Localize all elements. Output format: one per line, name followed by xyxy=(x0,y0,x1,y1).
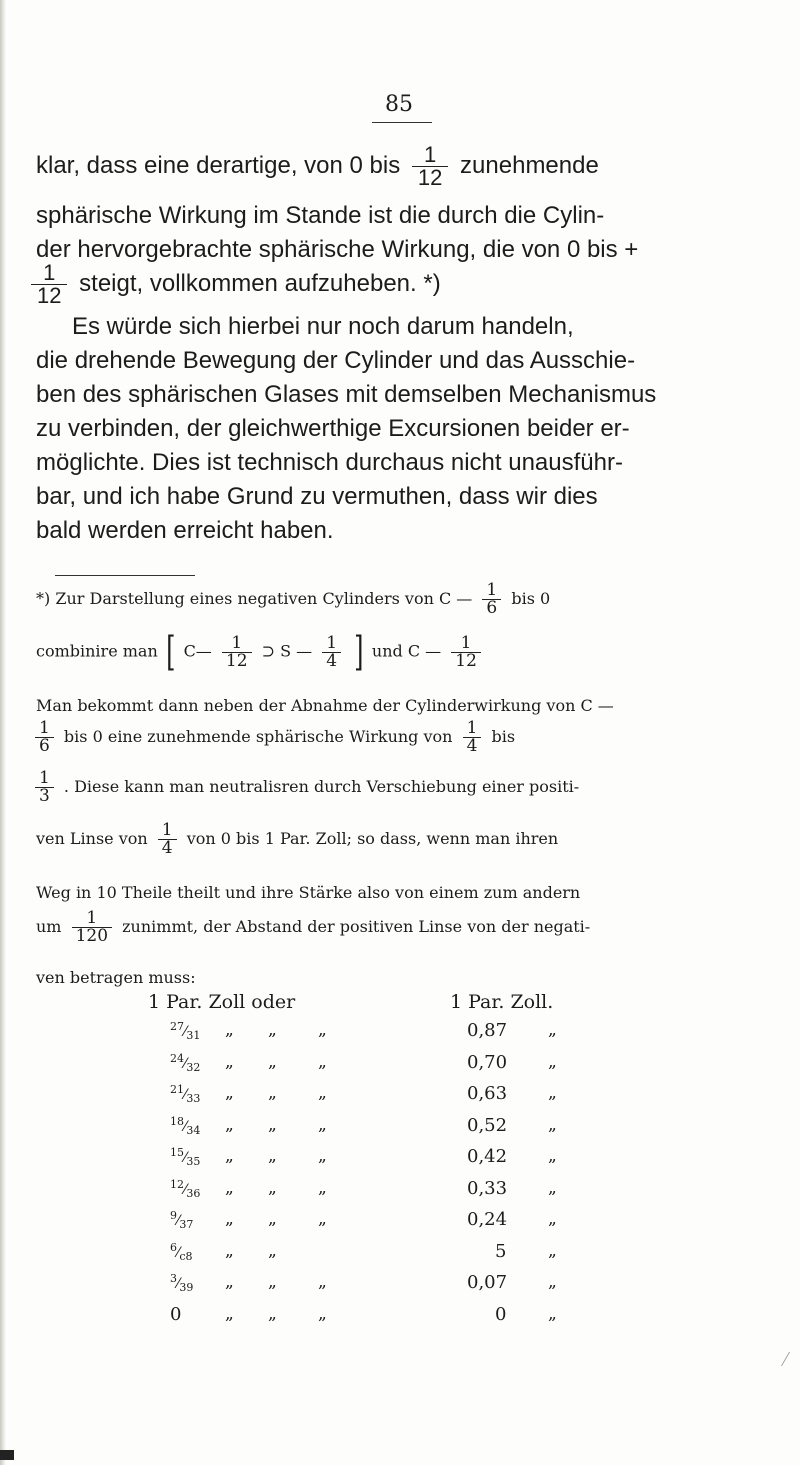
denominator: 6 xyxy=(482,599,501,617)
fraction-numerator: 15 xyxy=(170,1146,184,1159)
text: zunimmt, der Abstand der positiven Linse von der negati- xyxy=(122,917,591,936)
text: klar, dass eine derartige, von 0 bis xyxy=(36,151,401,179)
row-fraction xyxy=(170,1209,193,1231)
footnote-line3: Man bekommt dann neben der Abnahme der Cylinderwirkung von C — xyxy=(36,696,614,715)
text: ⊃ S — xyxy=(261,641,313,661)
denominator: 120 xyxy=(72,927,112,945)
ditto-mark: „ xyxy=(548,1146,557,1166)
para1-line2: sphärische Wirkung im Stande ist die durch die Cylin- xyxy=(36,202,605,229)
footnote-line1 xyxy=(36,582,550,617)
fraction-slash: ⁄ xyxy=(184,1056,187,1072)
text: bis 0 eine zunehmende sphärische Wirkung von xyxy=(63,727,453,746)
para2-line1: Es würde sich hierbei nur noch darum handeln, xyxy=(72,313,574,340)
numerator: 1 xyxy=(466,718,478,738)
fraction xyxy=(322,632,341,671)
row-value: 0,63 xyxy=(467,1083,508,1104)
fraction-numerator: 27 xyxy=(170,1020,184,1033)
ditto-mark: „ xyxy=(318,1146,327,1166)
ditto-mark: „ xyxy=(268,1241,277,1261)
row-value: 0,07 xyxy=(467,1272,508,1293)
fraction xyxy=(222,632,252,671)
fraction-slash: ⁄ xyxy=(184,1182,187,1198)
fraction-slash: ⁄ xyxy=(184,1150,187,1166)
para2-line4: zu verbinden, der gleichwerthige Excursionen beider er- xyxy=(36,415,630,442)
row-fraction xyxy=(170,1083,200,1105)
fraction xyxy=(31,262,67,307)
fraction-numerator: 12 xyxy=(170,1178,184,1191)
row-fraction: 0 xyxy=(170,1304,182,1325)
para1-line3: der hervorgebrachte sphärische Wirkung, die von 0 bis + xyxy=(36,236,639,263)
ditto-mark: „ xyxy=(268,1052,277,1072)
ditto-mark: „ xyxy=(268,1115,277,1135)
fraction-denominator: 39 xyxy=(179,1281,194,1294)
ditto-mark: „ xyxy=(318,1115,327,1135)
denominator: 12 xyxy=(412,166,448,189)
para2-line2: die drehende Bewegung der Cylinder und das Ausschie- xyxy=(36,347,636,374)
ditto-mark: „ xyxy=(225,1115,234,1135)
text: von 0 bis 1 Par. Zoll; so dass, wenn man ihren xyxy=(186,829,559,848)
fraction-numerator: 18 xyxy=(170,1115,184,1128)
ditto-mark: „ xyxy=(225,1209,234,1229)
ditto-mark: „ xyxy=(225,1241,234,1261)
fraction-denominator: 35 xyxy=(186,1155,201,1168)
numerator: 1 xyxy=(326,632,338,653)
ditto-mark: „ xyxy=(225,1020,234,1040)
denominator: 4 xyxy=(322,652,341,670)
fraction-denominator: 34 xyxy=(186,1124,201,1137)
text: zunehmende xyxy=(460,151,599,179)
para1-line4 xyxy=(26,262,441,307)
ditto-mark: „ xyxy=(225,1304,234,1324)
ditto-mark: „ xyxy=(225,1052,234,1072)
fraction-slash: ⁄ xyxy=(177,1276,180,1292)
denominator: 4 xyxy=(158,839,177,857)
ditto-mark: „ xyxy=(268,1083,277,1103)
text: ven Linse von xyxy=(36,829,148,848)
text: steigt, vollkommen aufzuheben. *) xyxy=(79,269,441,297)
numerator: 1 xyxy=(460,632,472,653)
footnote-separator xyxy=(55,575,195,576)
row-fraction xyxy=(170,1052,200,1074)
fraction-slash: ⁄ xyxy=(184,1024,187,1040)
row-fraction xyxy=(170,1241,193,1263)
row-value: 0,70 xyxy=(467,1052,508,1073)
text: bis xyxy=(491,727,516,746)
fraction-slash: ⁄ xyxy=(184,1119,187,1135)
text: . Diese kann man neutralisren durch Verschiebung einer positi- xyxy=(63,777,580,796)
ditto-mark: „ xyxy=(548,1083,557,1103)
row-value: 5 xyxy=(495,1241,507,1262)
row-fraction xyxy=(170,1272,193,1294)
row-fraction xyxy=(170,1115,200,1137)
row-fraction xyxy=(170,1020,200,1042)
fraction xyxy=(35,770,54,805)
para2-line3: ben des sphärischen Glases mit demselben Mechanismus xyxy=(36,381,657,408)
fraction-numerator: 6 xyxy=(170,1241,177,1254)
fraction-numerator: 21 xyxy=(170,1083,184,1096)
denominator: 12 xyxy=(451,652,481,670)
text: und C — xyxy=(371,641,442,661)
ditto-mark: „ xyxy=(268,1272,277,1292)
ditto-mark: „ xyxy=(318,1052,327,1072)
ditto-mark: „ xyxy=(318,1304,327,1324)
ditto-mark: „ xyxy=(268,1209,277,1229)
numerator: 1 xyxy=(39,718,50,738)
left-bracket: [ xyxy=(165,629,176,675)
page-number: 85 xyxy=(385,92,413,117)
denominator: 3 xyxy=(35,787,54,805)
ditto-mark: „ xyxy=(548,1115,557,1135)
table-header-left: 1 Par. Zoll oder xyxy=(148,991,296,1013)
ditto-mark: „ xyxy=(225,1083,234,1103)
ditto-mark: „ xyxy=(318,1209,327,1229)
fraction xyxy=(451,632,481,671)
fraction-denominator: 36 xyxy=(186,1187,201,1200)
footnote-line4 xyxy=(30,720,515,755)
text: C— xyxy=(183,641,212,661)
ditto-mark: „ xyxy=(548,1178,557,1198)
ditto-mark: „ xyxy=(548,1304,557,1324)
fraction-slash: ⁄ xyxy=(177,1245,180,1261)
ditto-mark: „ xyxy=(318,1178,327,1198)
numerator: 1 xyxy=(86,908,98,928)
fraction xyxy=(463,720,482,755)
fraction-denominator: 37 xyxy=(179,1218,194,1231)
denominator: 12 xyxy=(222,652,252,670)
text: combinire man xyxy=(36,641,158,661)
row-fraction xyxy=(170,1146,200,1168)
row-value: 0,52 xyxy=(467,1115,508,1136)
row-value: 0,24 xyxy=(467,1209,508,1230)
fraction-numerator: 24 xyxy=(170,1052,184,1065)
fraction-slash: ⁄ xyxy=(184,1087,187,1103)
ditto-mark: „ xyxy=(548,1241,557,1261)
fraction-denominator: 32 xyxy=(186,1061,201,1074)
footnote-line2 xyxy=(36,629,486,675)
ditto-mark: „ xyxy=(225,1146,234,1166)
footnote-line6 xyxy=(36,822,558,857)
text: bis 0 xyxy=(511,589,551,608)
numerator: 1 xyxy=(486,580,498,600)
ditto-mark: „ xyxy=(225,1178,234,1198)
scan-edge-mark xyxy=(0,1450,14,1460)
denominator: 4 xyxy=(463,737,482,755)
text: um xyxy=(36,917,62,936)
fraction xyxy=(72,910,112,945)
row-value: 0,42 xyxy=(467,1146,508,1167)
table-header-right: 1 Par. Zoll. xyxy=(450,991,554,1013)
fraction-denominator: 31 xyxy=(186,1029,201,1042)
ditto-mark: „ xyxy=(548,1209,557,1229)
ditto-mark: „ xyxy=(268,1020,277,1040)
denominator: 6 xyxy=(35,737,54,755)
row-value: 0,33 xyxy=(467,1178,508,1199)
fraction-denominator: c8 xyxy=(179,1250,193,1263)
fraction xyxy=(412,144,448,189)
page-spine-shadow xyxy=(0,0,6,1465)
fraction-numerator: 9 xyxy=(170,1209,177,1222)
para2-line5: möglichte. Dies ist technisch durchaus nicht unausführ- xyxy=(36,449,623,476)
text: *) Zur Darstellung eines negativen Cylinders von C — xyxy=(36,589,473,608)
fraction xyxy=(482,582,501,617)
para2-line7: bald werden erreicht haben. xyxy=(36,517,334,544)
numerator: 1 xyxy=(39,768,50,788)
ditto-mark: „ xyxy=(225,1272,234,1292)
ditto-mark: „ xyxy=(318,1020,327,1040)
numerator: 1 xyxy=(43,260,56,285)
fraction-denominator: 33 xyxy=(186,1092,201,1105)
fraction xyxy=(158,822,177,857)
numerator: 1 xyxy=(231,632,243,653)
row-value: 0,87 xyxy=(467,1020,508,1041)
ditto-mark: „ xyxy=(548,1052,557,1072)
page-number-underline xyxy=(372,122,432,123)
footnote-line9: ven betragen muss: xyxy=(36,968,196,987)
numerator: 1 xyxy=(161,820,173,840)
footnote-line7: Weg in 10 Theile theilt und ihre Stärke also von einem zum andern xyxy=(36,883,581,902)
fraction-slash: ⁄ xyxy=(177,1213,180,1229)
fraction-numerator: 3 xyxy=(170,1272,177,1285)
footnote-line5 xyxy=(30,770,579,805)
right-bracket: ] xyxy=(354,629,364,675)
numerator: 1 xyxy=(424,142,437,167)
ditto-mark: „ xyxy=(268,1304,277,1324)
para2-line6: bar, und ich habe Grund zu vermuthen, dass wir dies xyxy=(36,483,598,510)
ditto-mark: „ xyxy=(268,1146,277,1166)
footnote-line8 xyxy=(36,910,590,945)
row-value: 0 xyxy=(495,1304,507,1325)
ditto-mark: „ xyxy=(548,1020,557,1040)
ditto-mark: „ xyxy=(318,1083,327,1103)
row-fraction xyxy=(170,1178,200,1200)
denominator: 12 xyxy=(31,284,67,307)
ditto-mark: „ xyxy=(268,1178,277,1198)
margin-mark xyxy=(781,1352,800,1366)
ditto-mark: „ xyxy=(548,1272,557,1292)
fraction xyxy=(35,720,54,755)
para1-line1 xyxy=(36,144,599,189)
ditto-mark: „ xyxy=(318,1272,327,1292)
